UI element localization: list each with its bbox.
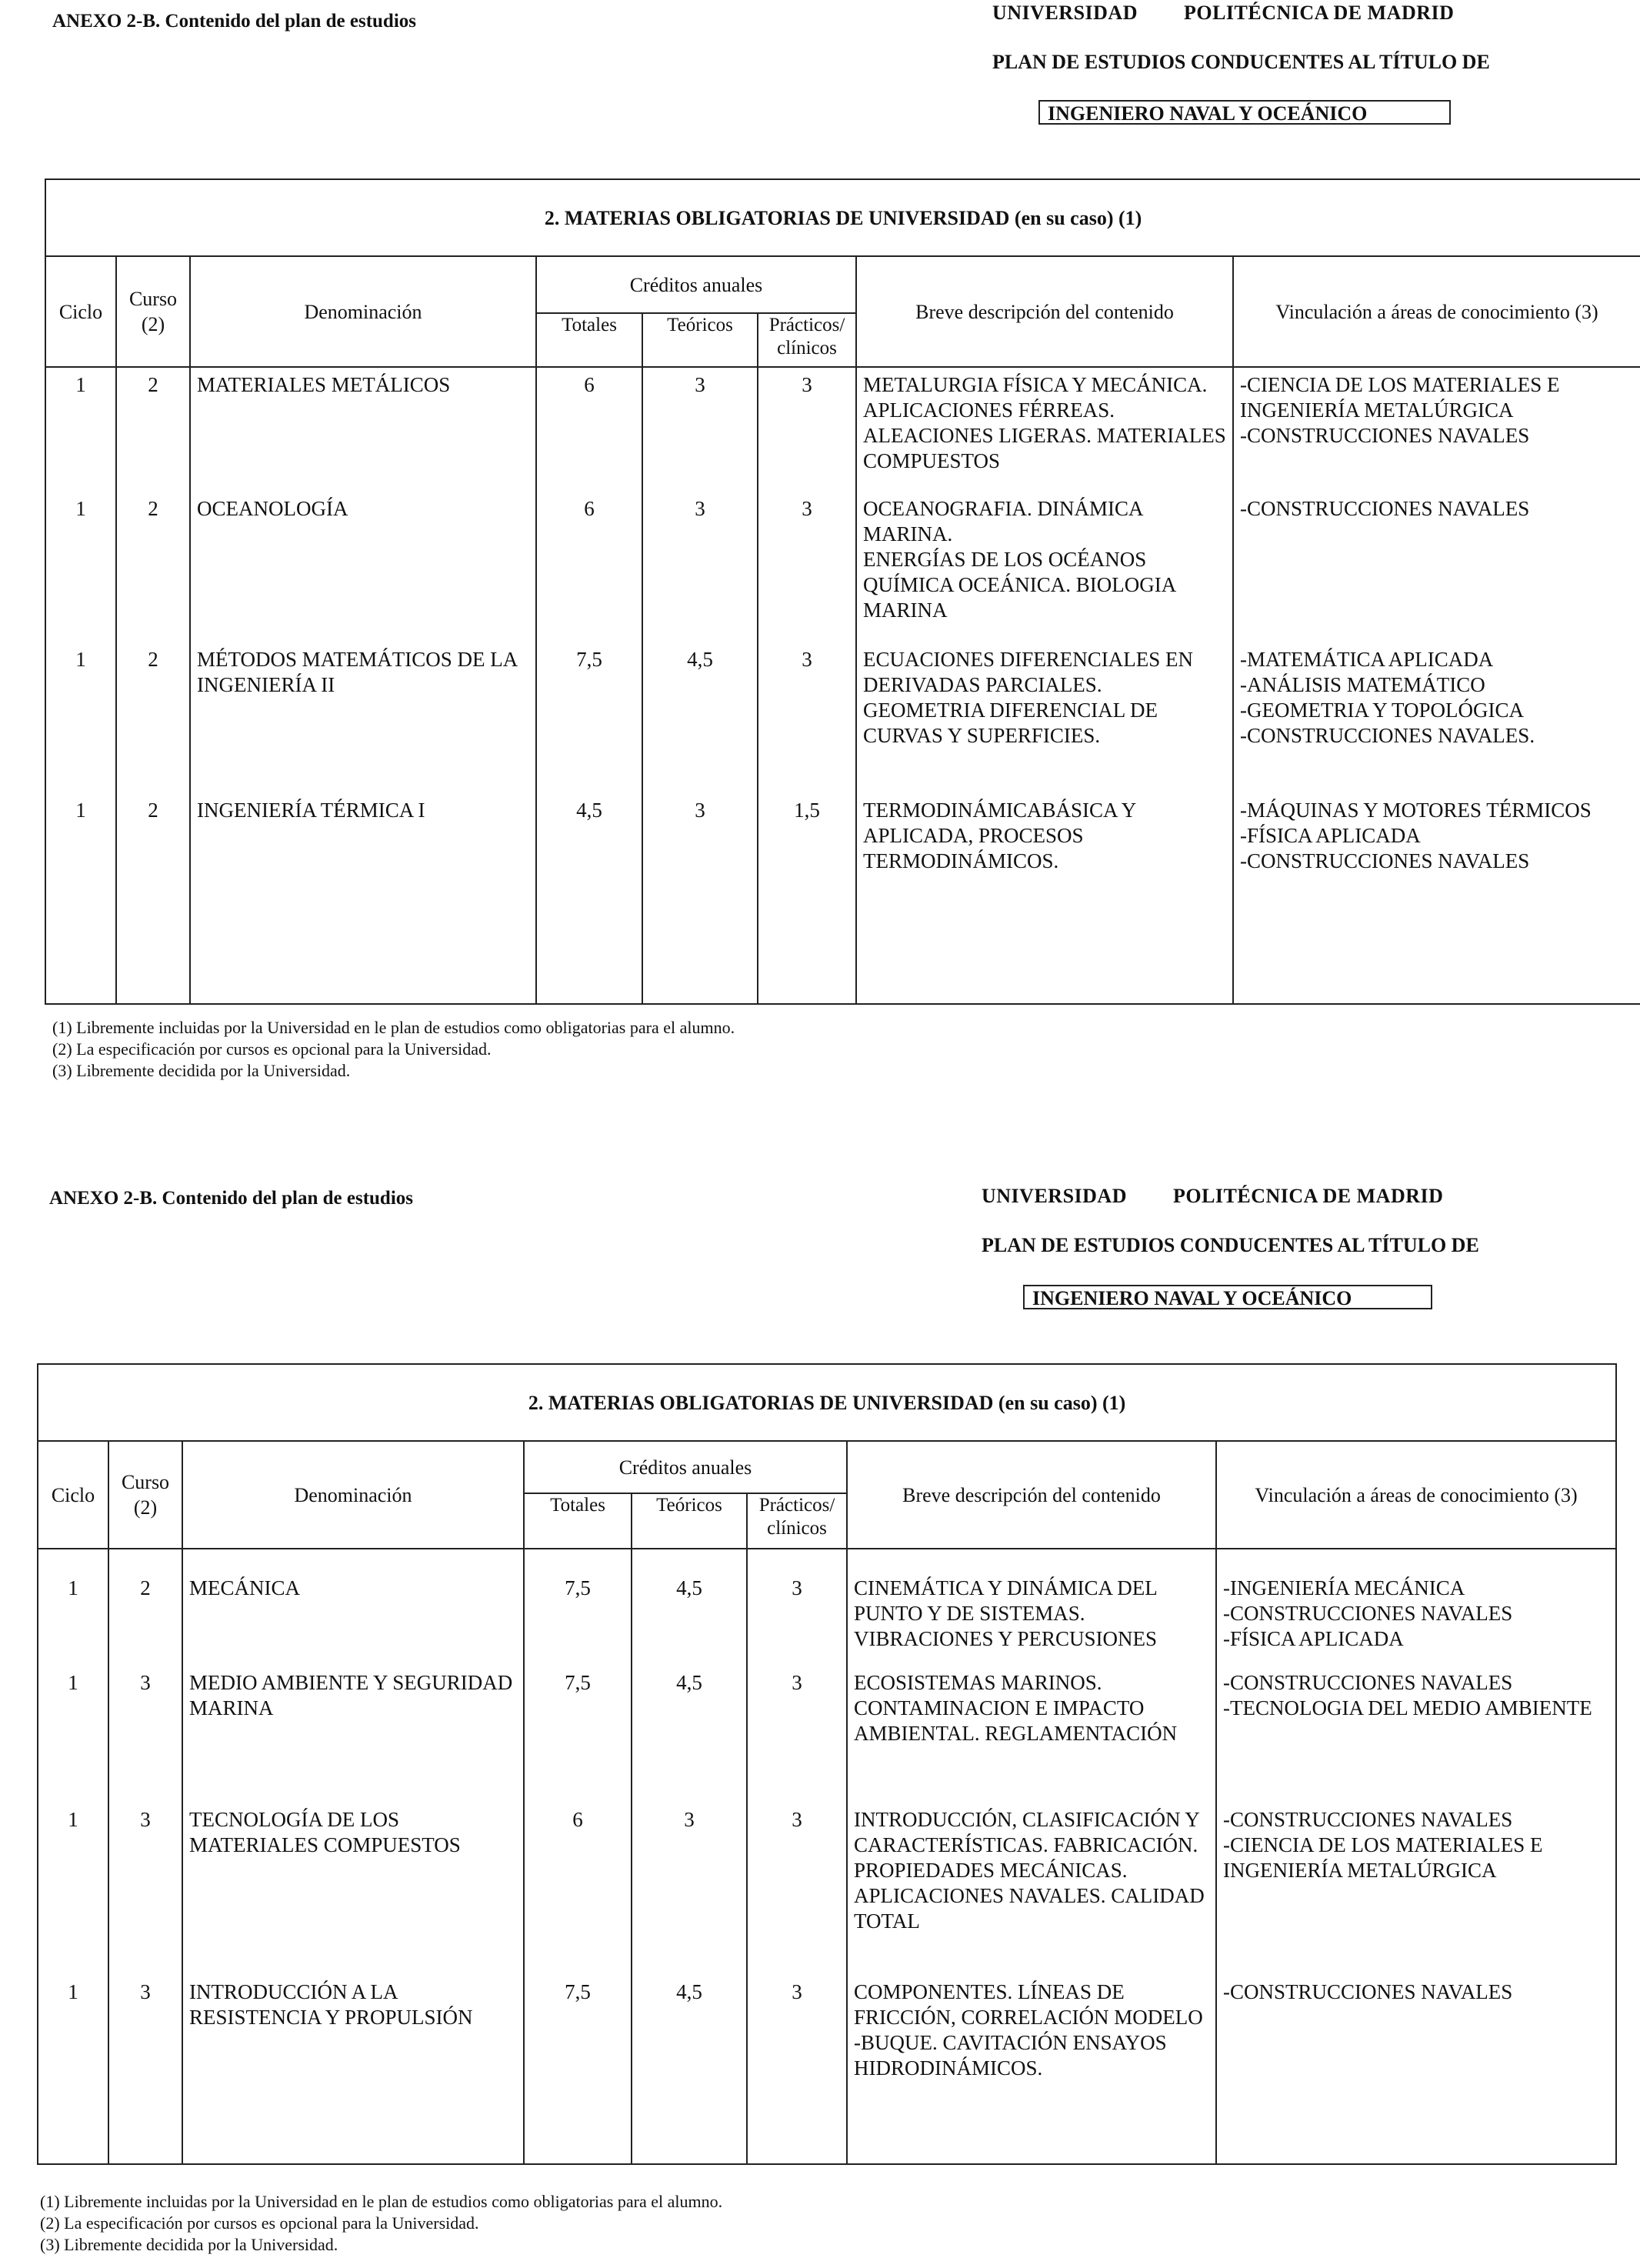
cell-ciclo: 1	[45, 492, 116, 642]
cell-curso: 2	[116, 367, 190, 492]
cell-teoricos: 4,5	[632, 1549, 747, 1666]
footnote-1: (1) Libremente incluidas por la Universidad en le plan de estudios como obligatorias para el alumno.	[52, 1018, 735, 1037]
cell-denominacion: INGENIERÍA TÉRMICA I	[190, 793, 536, 1004]
table-row	[45, 492, 1640, 642]
university-name: POLITÉCNICA DE MADRID	[1172, 1185, 1444, 1207]
cell-teoricos: 3	[632, 1803, 747, 1975]
table-row	[45, 642, 1640, 793]
degree-title-box: INGENIERO NAVAL Y OCEÁNICO	[1038, 100, 1451, 125]
cell-totales: 7,5	[536, 642, 642, 793]
cell-vinculacion: -CONSTRUCCIONES NAVALES -CIENCIA DE LOS MATERIALES E INGENIERÍA METALÚRGICA	[1216, 1803, 1616, 1975]
footnotes	[40, 2191, 722, 2256]
col-practicos: Prácticos/ clínicos	[758, 313, 856, 367]
cell-practicos: 1,5	[758, 793, 856, 1004]
col-descripcion: Breve descripción del contenido	[847, 1441, 1216, 1549]
cell-ciclo: 1	[38, 1975, 108, 2164]
cell-descripcion: COMPONENTES. LÍNEAS DE FRICCIÓN, CORRELACIÓN MODELO -BUQUE. CAVITACIÓN ENSAYOS HIDRODINÁMICOS.	[847, 1975, 1216, 2164]
cell-denominacion: MÉTODOS MATEMÁTICOS DE LA INGENIERÍA II	[190, 642, 536, 793]
footnote-3: (3) Libremente decidida por la Universidad.	[52, 1061, 351, 1080]
university-name: POLITÉCNICA DE MADRID	[1183, 2, 1455, 24]
degree-title-box: INGENIERO NAVAL Y OCEÁNICO	[1023, 1285, 1432, 1309]
cell-vinculacion: -INGENIERÍA MECÁNICA -CONSTRUCCIONES NAVALES -FÍSICA APLICADA	[1216, 1549, 1616, 1666]
table-caption: 2. MATERIAS OBLIGATORIAS DE UNIVERSIDAD (en su caso) (1)	[38, 1364, 1616, 1441]
table-row	[38, 1975, 1616, 2164]
table-row	[38, 1803, 1616, 1975]
table-caption: 2. MATERIAS OBLIGATORIAS DE UNIVERSIDAD (en su caso) (1)	[45, 179, 1640, 256]
cell-ciclo: 1	[45, 367, 116, 492]
plan-line: PLAN DE ESTUDIOS CONDUCENTES AL TÍTULO DE	[982, 1234, 1479, 1256]
cell-teoricos: 3	[642, 367, 758, 492]
col-totales: Totales	[524, 1493, 632, 1549]
cell-denominacion: MATERIALES METÁLICOS	[190, 367, 536, 492]
cell-practicos: 3	[747, 1803, 847, 1975]
cell-descripcion: ECOSISTEMAS MARINOS. CONTAMINACION E IMPACTO AMBIENTAL. REGLAMENTACIÓN	[847, 1666, 1216, 1803]
cell-vinculacion: -MÁQUINAS Y MOTORES TÉRMICOS -FÍSICA APLICADA -CONSTRUCCIONES NAVALES	[1233, 793, 1640, 1004]
cell-vinculacion: -CIENCIA DE LOS MATERIALES E INGENIERÍA METALÚRGICA -CONSTRUCCIONES NAVALES	[1233, 367, 1640, 492]
col-creditos-anuales: Créditos anuales	[536, 256, 856, 313]
col-creditos-anuales: Créditos anuales	[524, 1441, 847, 1493]
cell-vinculacion: -CONSTRUCCIONES NAVALES	[1233, 492, 1640, 642]
cell-teoricos: 4,5	[632, 1666, 747, 1803]
col-totales: Totales	[536, 313, 642, 367]
cell-vinculacion: -CONSTRUCCIONES NAVALES	[1216, 1975, 1616, 2164]
cell-descripcion: CINEMÁTICA Y DINÁMICA DEL PUNTO Y DE SISTEMAS. VIBRACIONES Y PERCUSIONES	[847, 1549, 1216, 1666]
cell-descripcion: ECUACIONES DIFERENCIALES EN DERIVADAS PARCIALES. GEOMETRIA DIFERENCIAL DE CURVAS Y SUPERFICIES.	[856, 642, 1233, 793]
col-vinculacion: Vinculación a áreas de conocimiento (3)	[1233, 256, 1640, 367]
cell-curso: 3	[108, 1803, 182, 1975]
plan-section-1	[0, 0, 1640, 1108]
col-teoricos: Teóricos	[642, 313, 758, 367]
col-vinculacion: Vinculación a áreas de conocimiento (3)	[1216, 1441, 1616, 1549]
cell-practicos: 3	[758, 367, 856, 492]
cell-ciclo: 1	[38, 1549, 108, 1666]
col-denominacion: Denominación	[182, 1441, 524, 1549]
cell-totales: 7,5	[524, 1549, 632, 1666]
footnotes	[52, 1017, 735, 1082]
plan-line: PLAN DE ESTUDIOS CONDUCENTES AL TÍTULO DE	[992, 51, 1490, 73]
cell-totales: 7,5	[524, 1666, 632, 1803]
col-ciclo: Ciclo	[45, 256, 116, 367]
col-curso: Curso (2)	[116, 256, 190, 367]
cell-totales: 6	[536, 492, 642, 642]
cell-descripcion: OCEANOGRAFIA. DINÁMICA MARINA. ENERGÍAS DE LOS OCÉANOS QUÍMICA OCEÁNICA. BIOLOGIA MARINA	[856, 492, 1233, 642]
annex-heading: ANEXO 2-B. Contenido del plan de estudios	[52, 11, 416, 32]
cell-practicos: 3	[747, 1975, 847, 2164]
cell-practicos: 3	[747, 1549, 847, 1666]
col-denominacion: Denominación	[190, 256, 536, 367]
cell-descripcion: TERMODINÁMICABÁSICA Y APLICADA, PROCESOS TERMODINÁMICOS.	[856, 793, 1233, 1004]
annex-heading: ANEXO 2-B. Contenido del plan de estudios	[49, 1188, 413, 1209]
cell-curso: 3	[108, 1975, 182, 2164]
cell-teoricos: 3	[642, 793, 758, 1004]
university-label: UNIVERSIDAD	[982, 1185, 1127, 1207]
cell-curso: 3	[108, 1666, 182, 1803]
cell-totales: 7,5	[524, 1975, 632, 2164]
cell-curso: 2	[116, 642, 190, 793]
footnote-1: (1) Libremente incluidas por la Universidad en le plan de estudios como obligatorias para el alumno.	[40, 2192, 723, 2211]
cell-ciclo: 1	[45, 793, 116, 1004]
col-teoricos: Teóricos	[632, 1493, 747, 1549]
cell-curso: 2	[108, 1549, 182, 1666]
cell-descripcion: METALURGIA FÍSICA Y MECÁNICA. APLICACIONES FÉRREAS. ALEACIONES LIGERAS. MATERIALES COMPUESTOS	[856, 367, 1233, 492]
cell-totales: 6	[524, 1803, 632, 1975]
cell-denominacion: TECNOLOGÍA DE LOS MATERIALES COMPUESTOS	[182, 1803, 524, 1975]
university-label: UNIVERSIDAD	[992, 2, 1138, 24]
cell-teoricos: 4,5	[642, 642, 758, 793]
col-curso: Curso (2)	[108, 1441, 182, 1549]
subjects-table	[37, 1363, 1617, 2165]
cell-curso: 2	[116, 793, 190, 1004]
table-row	[45, 367, 1640, 492]
col-ciclo: Ciclo	[38, 1441, 108, 1549]
col-descripcion: Breve descripción del contenido	[856, 256, 1233, 367]
cell-practicos: 3	[747, 1666, 847, 1803]
cell-practicos: 3	[758, 642, 856, 793]
footnote-3: (3) Libremente decidida por la Universidad.	[40, 2235, 338, 2254]
cell-denominacion: MECÁNICA	[182, 1549, 524, 1666]
cell-totales: 4,5	[536, 793, 642, 1004]
subjects-table	[45, 178, 1640, 1005]
footnote-2: (2) La especificación por cursos es opcional para la Universidad.	[52, 1039, 492, 1059]
cell-teoricos: 4,5	[632, 1975, 747, 2164]
cell-vinculacion: -MATEMÁTICA APLICADA -ANÁLISIS MATEMÁTICO -GEOMETRIA Y TOPOLÓGICA -CONSTRUCCIONES NAVALES.	[1233, 642, 1640, 793]
university-line	[992, 2, 1454, 25]
plan-section-2	[0, 1177, 1640, 2268]
cell-descripcion: INTRODUCCIÓN, CLASIFICACIÓN Y CARACTERÍSTICAS. FABRICACIÓN. PROPIEDADES MECÁNICAS. APLICACIONES NAVALES. CALIDAD TOTAL	[847, 1803, 1216, 1975]
cell-practicos: 3	[758, 492, 856, 642]
cell-ciclo: 1	[45, 642, 116, 793]
cell-denominacion: OCEANOLOGÍA	[190, 492, 536, 642]
cell-denominacion: INTRODUCCIÓN A LA RESISTENCIA Y PROPULSIÓN	[182, 1975, 524, 2164]
university-line	[982, 1185, 1443, 1208]
table-row	[38, 1666, 1616, 1803]
cell-vinculacion: -CONSTRUCCIONES NAVALES -TECNOLOGIA DEL MEDIO AMBIENTE	[1216, 1666, 1616, 1803]
table-row	[38, 1549, 1616, 1666]
footnote-2: (2) La especificación por cursos es opcional para la Universidad.	[40, 2213, 479, 2233]
cell-teoricos: 3	[642, 492, 758, 642]
table-row	[45, 793, 1640, 1004]
cell-denominacion: MEDIO AMBIENTE Y SEGURIDAD MARINA	[182, 1666, 524, 1803]
cell-ciclo: 1	[38, 1803, 108, 1975]
col-practicos: Prácticos/ clínicos	[747, 1493, 847, 1549]
cell-ciclo: 1	[38, 1666, 108, 1803]
cell-totales: 6	[536, 367, 642, 492]
cell-curso: 2	[116, 492, 190, 642]
